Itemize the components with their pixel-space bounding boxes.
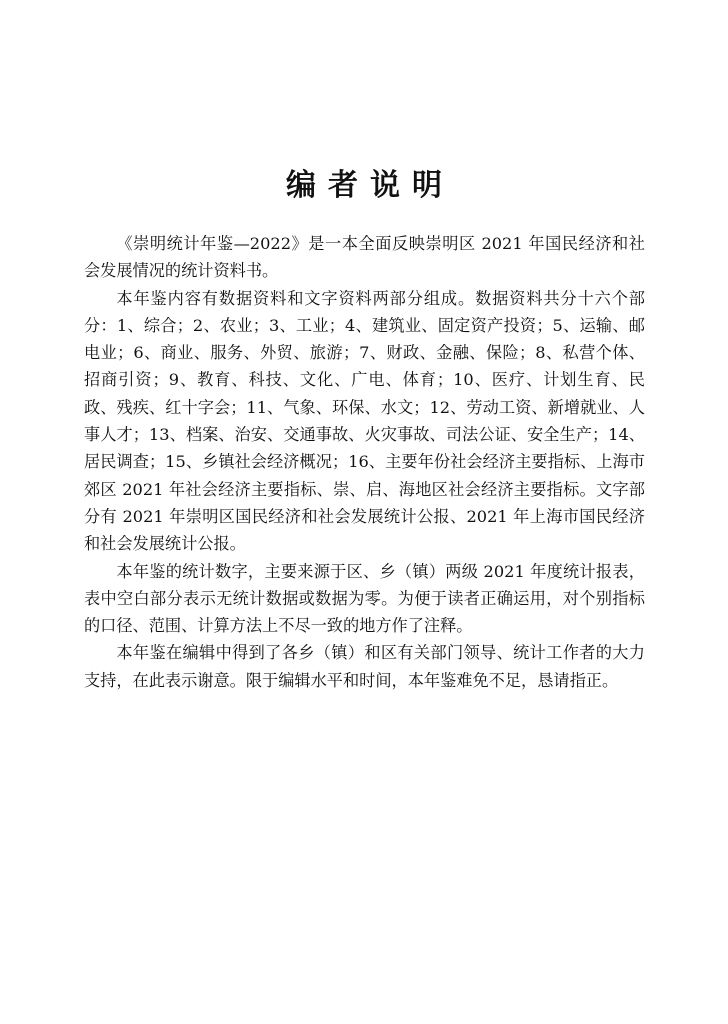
paragraph-acknowledgement: 本年鉴在编辑中得到了各乡（镇）和区有关部门领导、统计工作者的大力支持，在此表示谢意。限于编辑水平和时间，本年鉴难免不足，恳请指正。 [84, 643, 645, 690]
document-body [84, 230, 645, 694]
paragraph-data-source: 本年鉴的统计数字，主要来源于区、乡（镇）两级 2021 年度统计报表，表中空白部分表示无统计数据或数据为零。为便于读者正确运用，对个别指标的口径、范围、计算方法上不尽一致的地方作了注释。 [84, 561, 645, 636]
paragraph-intro: 《崇明统计年鉴—2022》是一本全面反映崇明区 2021 年国民经济和社会发展情况的统计资料书。 [84, 234, 645, 281]
paragraph-contents: 本年鉴内容有数据资料和文字资料两部分组成。数据资料共分十六个部分：1、综合；2、农业；3、工业；4、建筑业、固定资产投资；5、运输、邮电业；6、商业、服务、外贸、旅游；7、财政、金融、保险；8、私营个体、招商引资；9、教育、科技、文化、广电、体育；10、医疗、计划生育、民政、残疾、红十字会；11、气象、环保、水文；12、劳动工资、新增就业、人事人才；13、档案、治安、交通事故、火灾事故、司法公证、安全生产；14、居民调查；15、乡镇社会经济概况；16、主要年份社会经济主要指标、上海市郊区 2021 年社会经济主要指标、崇、启、海地区社会经济主要指标。文字部分有 2021 年崇明区国民经济和社会发展统计公报、2021 年上海市国民经济和社会发展统计公报。 [84, 288, 645, 554]
page-title: 编者说明 [286, 168, 454, 204]
